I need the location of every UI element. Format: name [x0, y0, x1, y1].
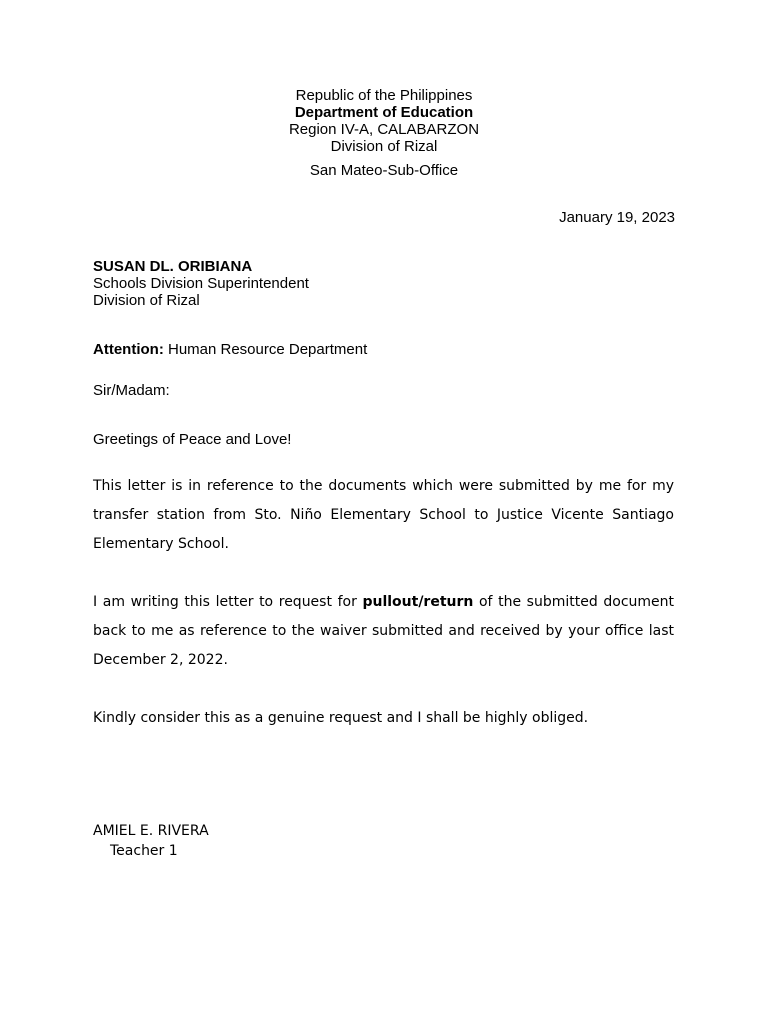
signatory-position: Teacher 1	[110, 843, 178, 859]
body-paragraph-1: This letter is in reference to the documents which were submitted by me for my transfer station from Sto. Niño Elementary School to Justice Vicente Santiago Elementary School.	[93, 478, 674, 552]
signatory-name: AMIEL E. RIVERA	[93, 823, 209, 839]
letterhead-division: Division of Rizal	[330, 138, 438, 155]
greeting: Greetings of Peace and Love!	[93, 431, 292, 448]
salutation: Sir/Madam:	[93, 382, 170, 399]
body-paragraph-2	[93, 588, 674, 675]
addressee-name: SUSAN DL. ORIBIANA	[93, 258, 253, 275]
paragraph-2-text-end: of the submitted document back to me as reference to the waiver submitted and received by your office last December 2, 2022.	[93, 594, 674, 668]
letterhead-department: Department of Education	[294, 104, 474, 121]
letterhead-region: Region IV-A, CALABARZON	[288, 121, 480, 138]
letterhead-republic: Republic of the Philippines	[295, 87, 473, 104]
letterhead-office: San Mateo-Sub-Office	[309, 162, 459, 179]
addressee-title: Schools Division Superintendent	[93, 275, 309, 292]
paragraph-2-text-start: I am writing this letter to request for	[93, 594, 363, 610]
letter-date: January 19, 2023	[559, 209, 675, 226]
signature-block	[93, 821, 209, 861]
addressee-division: Division of Rizal	[93, 292, 200, 309]
body-paragraph-3: Kindly consider this as a genuine request and I shall be highly obliged.	[93, 710, 589, 726]
addressee-block	[93, 258, 309, 309]
attention-value: Human Resource Department	[167, 341, 368, 358]
paragraph-2-emphasis: pullout/return	[362, 594, 474, 610]
attention-line	[93, 341, 367, 359]
letterhead	[0, 87, 768, 179]
attention-label: Attention:	[93, 341, 164, 358]
